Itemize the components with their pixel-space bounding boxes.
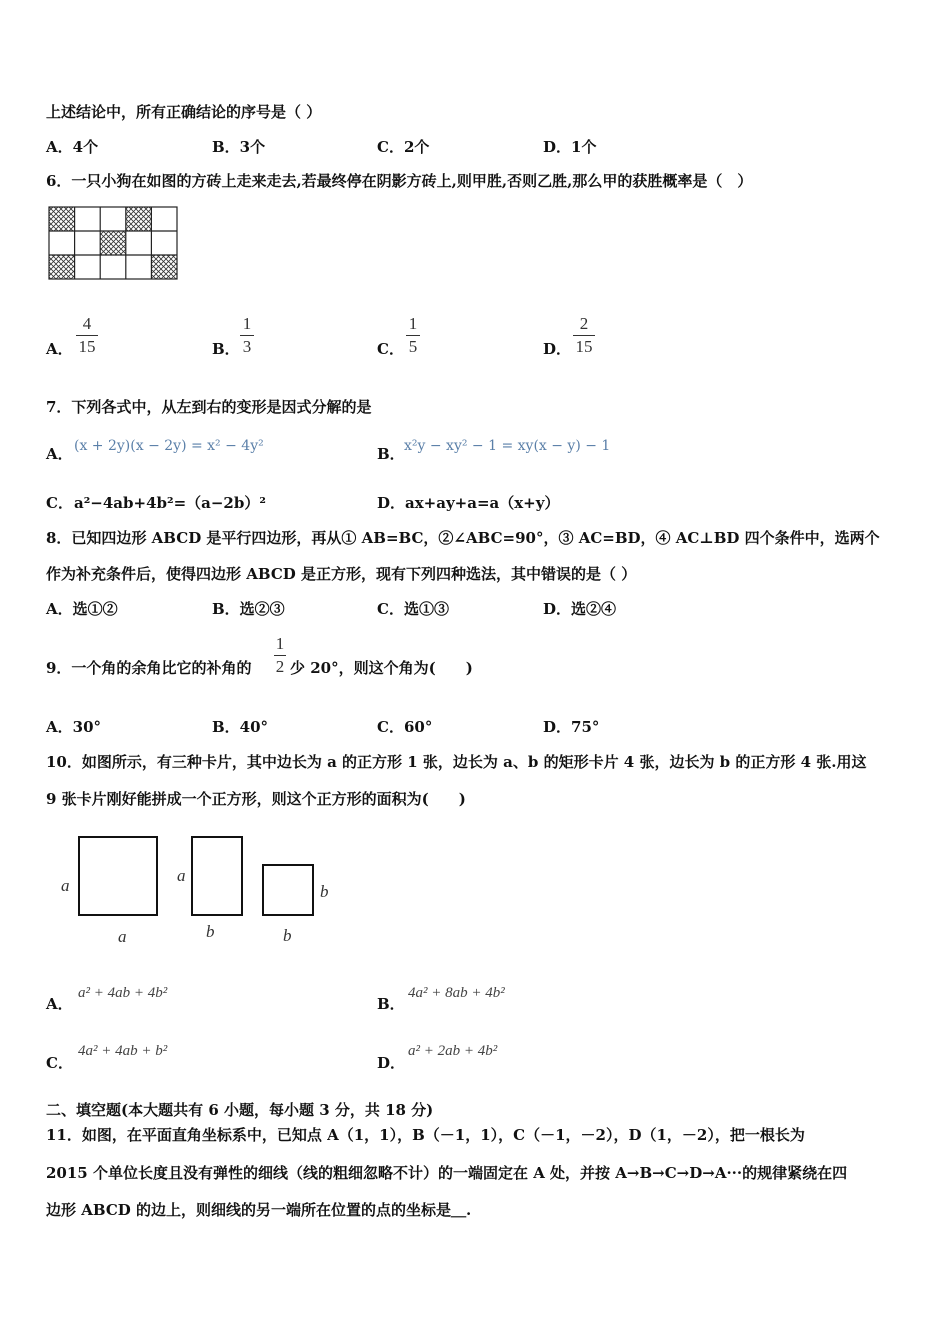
q8-stem-line2: 作为补充条件后，使得四边形 ABCD 是正方形，现有下列四种选法，其中错误的是（ ） xyxy=(46,565,637,583)
q8-option-c: C．选①③ xyxy=(377,600,449,618)
q5-option-d: D．1个 xyxy=(543,138,597,156)
q10-letter-c: C． xyxy=(46,1054,73,1072)
q10-label-rect-b: b xyxy=(206,922,215,941)
q10-label-b-bottom: b xyxy=(283,926,292,945)
q10-stem-line2: 9 张卡片刚好能拼成一个正方形，则这个正方形的面积为( ) xyxy=(46,790,466,808)
denominator: 3 xyxy=(242,337,252,356)
numerator: 1 xyxy=(242,314,252,333)
section-2-title: 二、填空题(本大题共有 6 小题，每小题 3 分，共 18 分) xyxy=(46,1101,434,1119)
numerator: 1 xyxy=(275,634,285,653)
denominator: 5 xyxy=(408,337,418,356)
q10-label-a-side: a xyxy=(61,876,70,895)
q9-option-c: C．60° xyxy=(377,718,433,736)
numerator: 1 xyxy=(408,314,418,333)
q7-letter-d: D． xyxy=(377,494,406,512)
q6-fraction-d xyxy=(573,314,595,357)
q10-square-b-card xyxy=(262,864,314,916)
q10-option-d-formula: a² + 2ab + 4b² xyxy=(408,1043,498,1059)
q10-option-b-formula: 4a² + 8ab + 4b² xyxy=(408,985,505,1001)
q10-square-a-card xyxy=(78,836,158,916)
q7-option-b-formula: x²y − xy² − 1 = xy(x − y) − 1 xyxy=(404,438,611,454)
q10-label-b-side: b xyxy=(320,882,329,901)
q5-option-a: A．4个 xyxy=(46,138,99,156)
q7-option-d-formula: ax+ay+a=a（x+y） xyxy=(405,494,560,512)
q9-stem-pre: 9．一个角的余角比它的补角的 xyxy=(46,659,252,677)
q6-shaded-tiles xyxy=(49,207,177,279)
q6-letter-a: A． xyxy=(46,340,73,358)
q8-option-a: A．选①② xyxy=(46,600,118,618)
q5-option-c: C．2个 xyxy=(377,138,430,156)
q10-label-a-bottom: a xyxy=(118,927,127,946)
q10-option-c-formula: 4a² + 4ab + b² xyxy=(78,1043,168,1059)
q6-letter-d: D． xyxy=(543,340,572,358)
q5-stem: 上述结论中，所有正确结论的序号是（ ） xyxy=(46,103,322,121)
q5-option-b: B．3个 xyxy=(212,138,266,156)
q8-option-b: B．选②③ xyxy=(212,600,285,618)
q7-stem: 7．下列各式中，从左到右的变形是因式分解的是 xyxy=(46,398,372,416)
q6-letter-c: C． xyxy=(377,340,404,358)
denominator: 15 xyxy=(575,337,593,356)
q7-letter-a: A． xyxy=(46,445,73,463)
q8-stem-line1: 8．已知四边形 ABCD 是平行四边形，再从① AB=BC，②∠ABC=90°，③ AC=BD，④ AC⊥BD 四个条件中，选两个 xyxy=(46,529,880,547)
q10-letter-d: D． xyxy=(377,1054,406,1072)
q11-stem-line1: 11．如图，在平面直角坐标系中，已知点 A（1，1），B（－1，1），C（－1，－2），D（1，－2），把一根长为 xyxy=(46,1126,805,1144)
denominator: 2 xyxy=(275,657,285,676)
q10-option-a-formula: a² + 4ab + 4b² xyxy=(78,985,168,1001)
q10-stem-line1: 10．如图所示，有三种卡片，其中边长为 a 的正方形 1 张，边长为 a、b 的矩形卡片 4 张，边长为 b 的正方形 4 张.用这 xyxy=(46,753,867,771)
q10-letter-a: A． xyxy=(46,995,73,1013)
q6-fraction-a xyxy=(76,314,98,357)
q7-letter-c: C． xyxy=(46,494,73,512)
q10-label-rect-a: a xyxy=(177,866,186,885)
q7-option-c-formula: a²−4ab+4b²=（a−2b）² xyxy=(74,494,266,512)
q10-rectangle-ab-card xyxy=(191,836,243,916)
numerator: 2 xyxy=(579,314,589,333)
q6-fraction-c xyxy=(406,314,420,357)
denominator: 15 xyxy=(78,337,96,356)
q9-fraction xyxy=(274,634,286,677)
numerator: 4 xyxy=(82,314,92,333)
q9-option-b: B．40° xyxy=(212,718,269,736)
q9-stem-post: 少 20°，则这个角为( ) xyxy=(290,659,473,677)
q9-option-a: A．30° xyxy=(46,718,102,736)
q7-option-a-formula: (x + 2y)(x − 2y) = x² − 4y² xyxy=(74,438,264,454)
q6-stem: 6．一只小狗在如图的方砖上走来走去,若最终停在阴影方砖上,则甲胜,否则乙胜,那么甲的获胜概率是（ ） xyxy=(46,172,753,190)
q6-tile-grid-figure xyxy=(46,204,180,282)
q8-option-d: D．选②④ xyxy=(543,600,617,618)
q6-fraction-b xyxy=(240,314,254,357)
q11-stem-line2: 2015 个单位长度且没有弹性的细线（线的粗细忽略不计）的一端固定在 A 处，并按 A→B→C→D→A···的规律紧绕在四 xyxy=(46,1164,848,1182)
q11-stem-line3: 边形 ABCD 的边上，则细线的另一端所在位置的点的坐标是＿. xyxy=(46,1201,472,1219)
q7-letter-b: B． xyxy=(377,445,405,463)
q9-option-d: D．75° xyxy=(543,718,600,736)
q6-letter-b: B． xyxy=(212,340,240,358)
q10-letter-b: B． xyxy=(377,995,405,1013)
